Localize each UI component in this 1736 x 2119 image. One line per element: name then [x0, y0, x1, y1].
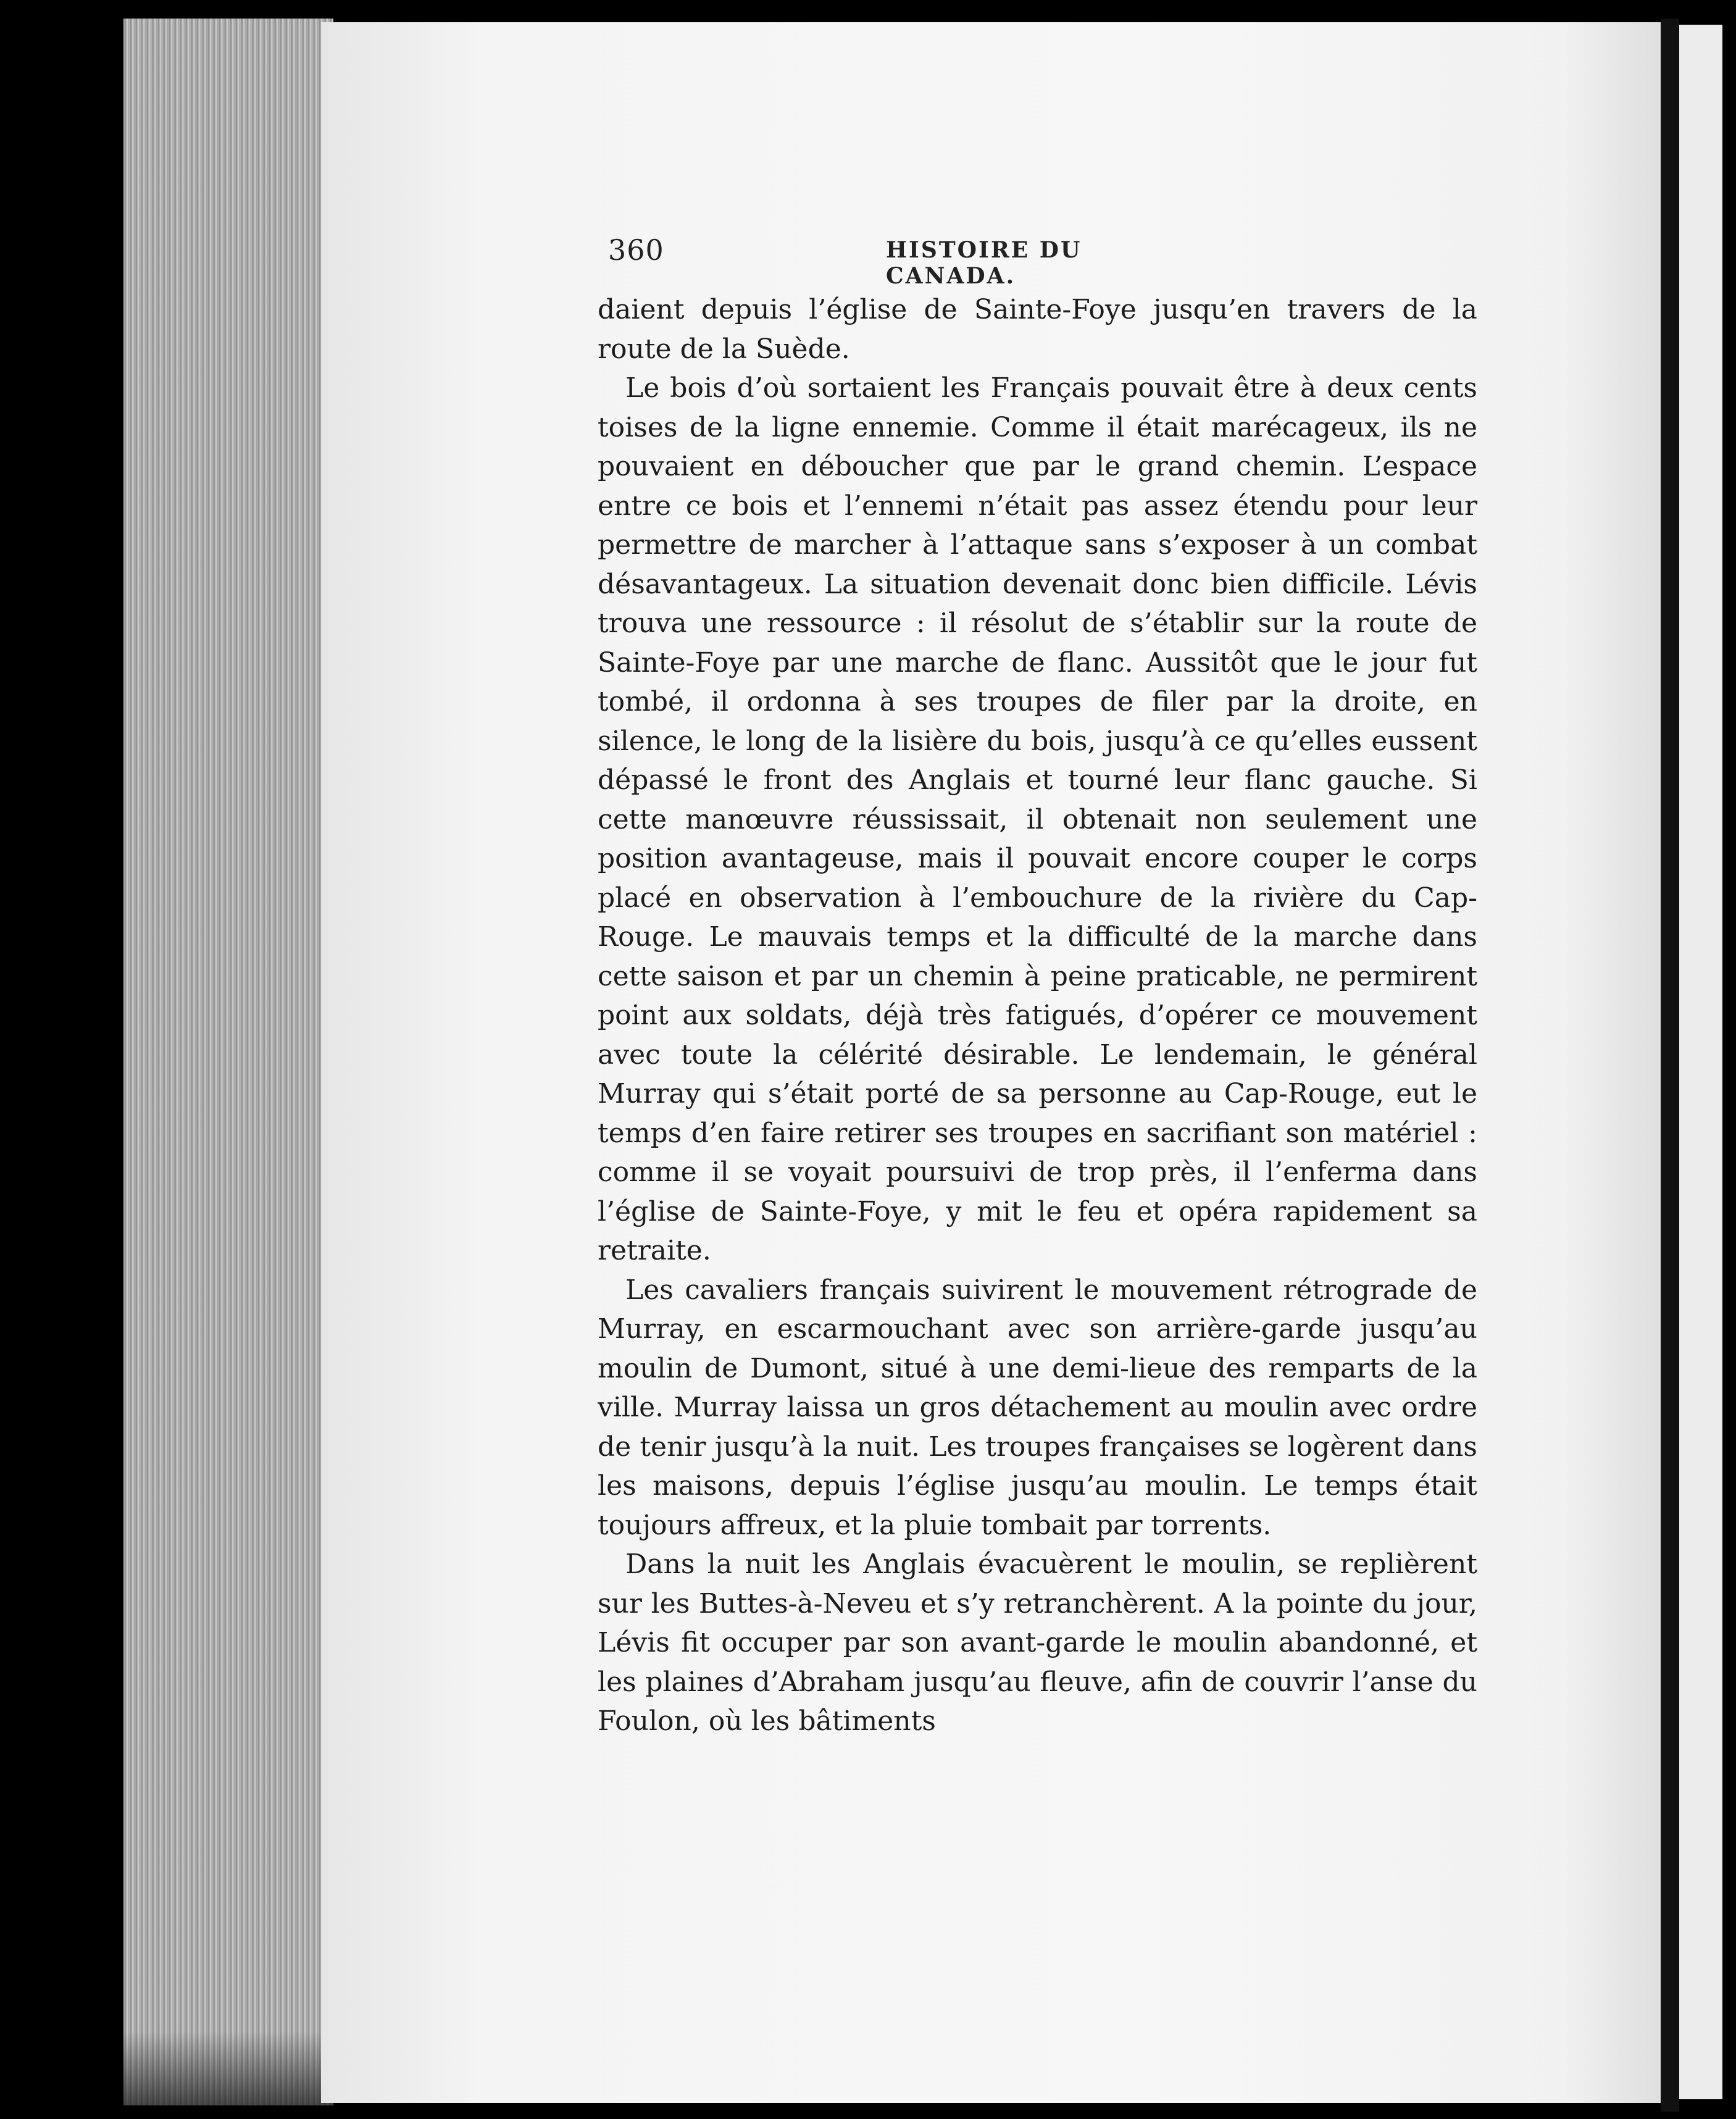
body-text: [598, 290, 1477, 1741]
running-title: HISTOIRE DU CANADA.: [886, 237, 1082, 289]
page-header: [608, 233, 1204, 289]
stacked-page-edges: [123, 19, 333, 2105]
page-number: 360: [608, 233, 664, 267]
book-gutter: [1661, 19, 1679, 2112]
paragraph: Les cavaliers français suivirent le mouvement rétrograde de Murray, en escarmouchant avec son arrière-garde jusqu’au moulin de Dumont, situé à une demi-lieue des remparts de la ville. Murray laissa un gros détachement au moulin avec ordre de tenir jusqu’à la nuit. Les troupes françaises se logèrent dans les maisons, depuis l’église jusqu’au moulin. Le temps était toujours affreux, et la pluie tombait par torrents.: [598, 1274, 1477, 1541]
facing-page-edge: [1679, 25, 1722, 2099]
paragraph: Dans la nuit les Anglais évacuèrent le moulin, se replièrent sur les Buttes-à-Neveu et s’y retranchèrent. A la pointe du jour, Lévis fit occuper par son avant-garde le moulin abandonné, et les plaines d’Abraham jusqu’au fleuve, afin de couvrir l’anse du Foulon, où les bâtiments: [598, 1548, 1477, 1737]
paragraph: Le bois d’où sortaient les Français pouvait être à deux cents toises de la ligne ennemie. Comme il était marécageux, ils ne pouvaient en déboucher que par le grand chemin. L’espace entre ce bois et l’ennemi n’était pas assez étendu pour leur permettre de marcher à l’attaque sans s’exposer à un combat désavantageux. La situation devenait donc bien difficile. Lévis trouva une ressource : il résolut de s’établir sur la route de Sainte-Foye par une marche de flanc. Aussitôt que le jour fut tombé, il ordonna à ses troupes de filer par la droite, en silence, le long de la lisière du bois, jusqu’à ce qu’elles eussent dépassé le front des Anglais et tourné leur flanc gauche. Si cette manœuvre réussissait, il obtenait non seulement une position avantageuse, mais il pouvait encore couper le corps placé en observation à l’embouchure de la rivière du Cap-Rouge. Le mauvais temps et la difficulté de la marche dans cette saison et par un chemin à peine praticable, ne permirent point aux soldats, déjà très fatigués, d’opérer ce mouvement avec toute la célérité désirable. Le lendemain, le général Murray qui s’était porté de sa personne au Cap-Rouge, eut le temps d’en faire retirer ses troupes en sacrifiant son matériel : comme il se voyait poursuivi de trop près, il l’enferma dans l’église de Sainte-Foye, y mit le feu et opéra rapidement sa retraite.: [598, 372, 1477, 1266]
paragraph-continuation: daient depuis l’église de Sainte-Foye jusqu’en travers de la route de la Suède.: [598, 294, 1477, 365]
